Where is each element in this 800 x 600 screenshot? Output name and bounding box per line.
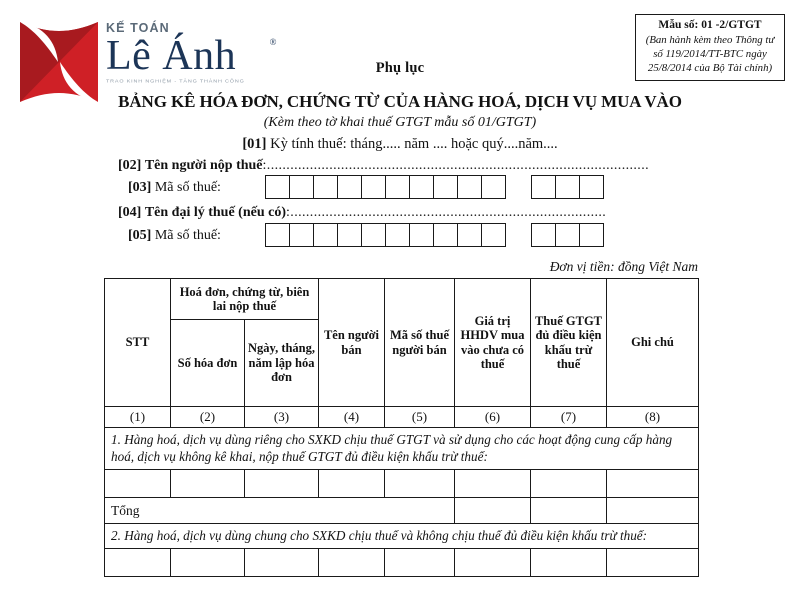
tax-code-cell[interactable]: [337, 175, 362, 199]
col-num-2: (2): [171, 407, 245, 428]
cell-seller-tax-code[interactable]: [385, 549, 455, 577]
tax-code-group-suffix-05: [531, 223, 603, 247]
total-value-before-tax[interactable]: [455, 498, 531, 524]
registered-mark-icon: ®: [269, 37, 277, 47]
tax-period-text: Kỳ tính thuế: tháng..... năm .... hoặc quý....năm....: [270, 136, 558, 152]
header-stt: STT: [105, 279, 171, 407]
tax-code-cell[interactable]: [481, 223, 506, 247]
header-invoice-group: Hoá đơn, chứng từ, biên lai nộp thuế: [171, 279, 319, 320]
col-num-7: (7): [531, 407, 607, 428]
tax-code-cell[interactable]: [265, 223, 290, 247]
tax-code-cell[interactable]: [313, 175, 338, 199]
table-header-row-1: [105, 279, 699, 320]
page-title: BẢNG KÊ HÓA ĐƠN, CHỨNG TỪ CỦA HÀNG HOÁ, DỊCH VỤ MUA VÀO: [118, 92, 682, 111]
tax-code-cell[interactable]: [385, 175, 410, 199]
cell-seller-name[interactable]: [319, 470, 385, 498]
cell-seller-tax-code[interactable]: [385, 470, 455, 498]
field-03-label: Mã số thuế:: [154, 180, 221, 195]
tax-code-cell[interactable]: [555, 175, 580, 199]
header-deductible-vat: Thuế GTGT đủ điều kiện khấu trừ thuế: [531, 279, 607, 407]
tax-code-cell[interactable]: [313, 223, 338, 247]
tax-code-cell[interactable]: [579, 175, 604, 199]
tax-code-cell[interactable]: [457, 175, 482, 199]
cell-deductible-vat[interactable]: [531, 549, 607, 577]
header-invoice-date: Ngày, tháng, năm lập hóa đơn: [245, 320, 319, 407]
field-05-label: Mã số thuế:: [154, 228, 221, 243]
table-row[interactable]: [105, 549, 699, 577]
cell-deductible-vat[interactable]: [531, 470, 607, 498]
tax-code-cell[interactable]: [289, 223, 314, 247]
tax-code-cell[interactable]: [531, 175, 556, 199]
tax-period-line: [0, 136, 800, 153]
tax-code-boxes-03[interactable]: [265, 175, 603, 199]
total-note[interactable]: [607, 498, 699, 524]
col-num-5: (5): [385, 407, 455, 428]
section-1-note-row: [105, 428, 699, 470]
tax-code-cell[interactable]: [265, 175, 290, 199]
tax-code-cell[interactable]: [409, 175, 434, 199]
logo-ketoan-text: KẾ TOÁN: [106, 21, 170, 35]
form-number-line2: số 119/2014/TT-BTC ngày: [653, 48, 767, 60]
field-02-label: Tên người nộp thuế: [144, 158, 263, 173]
tax-code-cell[interactable]: [481, 175, 506, 199]
cell-invoice-date[interactable]: [245, 470, 319, 498]
table-row[interactable]: [105, 470, 699, 498]
header-value-before-tax: Giá trị HHDV mua vào chưa có thuế: [455, 279, 531, 407]
header-seller-tax-code: Mã số thuế người bán: [385, 279, 455, 407]
form-number-line1: (Ban hành kèm theo Thông tư: [645, 34, 775, 46]
tax-period-code: [01]: [242, 136, 267, 152]
col-num-4: (4): [319, 407, 385, 428]
cell-value-before-tax[interactable]: [455, 549, 531, 577]
section-2-note-row: [105, 524, 699, 549]
total-deductible-vat[interactable]: [531, 498, 607, 524]
cell-stt[interactable]: [105, 470, 171, 498]
field-tax-agent-name: [118, 205, 606, 221]
cell-invoice-date[interactable]: [245, 549, 319, 577]
tax-code-cell[interactable]: [457, 223, 482, 247]
tax-code-cell[interactable]: [385, 223, 410, 247]
tax-code-cell[interactable]: [361, 223, 386, 247]
form-number-line3: 25/8/2014 của Bộ Tài chính): [647, 62, 773, 74]
invoice-listing-table: [104, 278, 699, 577]
cell-note[interactable]: [607, 549, 699, 577]
field-04-label: Tên đại lý thuế (nếu có): [144, 205, 287, 220]
cell-note[interactable]: [607, 470, 699, 498]
section-2-note: 2. Hàng hoá, dịch vụ dùng chung cho SXKD chịu thuế và không chịu thuế đủ điều kiện khấu trừ thuế:: [105, 524, 699, 549]
form-number-title: Mẫu số: 01 -2/GTGT: [658, 19, 762, 31]
appendix-label: Phụ lục: [375, 60, 425, 76]
section-1-note: 1. Hàng hoá, dịch vụ dùng riêng cho SXKD chịu thuế GTGT và sử dụng cho các hoạt động cung cấp hàng hoá, dịch vụ không kê khai, nộp thuế GTGT đủ điều kiện khấu trừ thuế:: [105, 428, 699, 470]
header-note: Ghi chú: [607, 279, 699, 407]
col-num-6: (6): [455, 407, 531, 428]
tax-code-cell[interactable]: [289, 175, 314, 199]
field-tax-code: [128, 180, 221, 196]
header-invoice-number: Số hóa đơn: [171, 320, 245, 407]
field-taxpayer-name: [118, 158, 649, 174]
col-num-3: (3): [245, 407, 319, 428]
cell-invoice-number[interactable]: [171, 549, 245, 577]
tax-code-cell[interactable]: [433, 175, 458, 199]
tax-code-cell[interactable]: [409, 223, 434, 247]
logo-brand-name-text: Lê Ánh: [106, 33, 237, 79]
logo-tagline: TRAO KINH NGHIỆM - TĂNG THÀNH CÔNG: [106, 79, 245, 85]
total-label: Tổng: [105, 498, 455, 524]
field-agent-tax-code: [128, 228, 221, 244]
tax-code-group-suffix-03: [531, 175, 603, 199]
field-05-code: [05]: [128, 228, 152, 243]
field-04-code: [04]: [118, 205, 142, 220]
field-03-code: [03]: [128, 180, 152, 195]
tax-code-boxes-05[interactable]: [265, 223, 603, 247]
tax-code-cell[interactable]: [531, 223, 556, 247]
header-seller-name: Tên người bán: [319, 279, 385, 407]
tax-code-cell[interactable]: [337, 223, 362, 247]
page-subtitle: (Kèm theo tờ khai thuế GTGT mẫu số 01/GTGT): [263, 115, 537, 130]
cell-stt[interactable]: [105, 549, 171, 577]
col-num-8: (8): [607, 407, 699, 428]
cell-seller-name[interactable]: [319, 549, 385, 577]
cell-value-before-tax[interactable]: [455, 470, 531, 498]
field-02-input[interactable]: :..................................................................................................: [262, 158, 650, 173]
cell-invoice-number[interactable]: [171, 470, 245, 498]
table-column-number-row: [105, 407, 699, 428]
field-04-input[interactable]: :.................................................................................: [286, 205, 607, 220]
tax-code-cell[interactable]: [579, 223, 604, 247]
tax-code-cell[interactable]: [555, 223, 580, 247]
currency-unit-note: Đơn vị tiền: đồng Việt Nam: [549, 259, 698, 274]
tax-code-group-main-05: [265, 223, 505, 247]
tax-code-cell[interactable]: [433, 223, 458, 247]
tax-code-group-main-03: [265, 175, 505, 199]
section-1-total-row: [105, 498, 699, 524]
tax-code-cell[interactable]: [361, 175, 386, 199]
col-num-1: (1): [105, 407, 171, 428]
field-02-code: [02]: [118, 158, 142, 173]
